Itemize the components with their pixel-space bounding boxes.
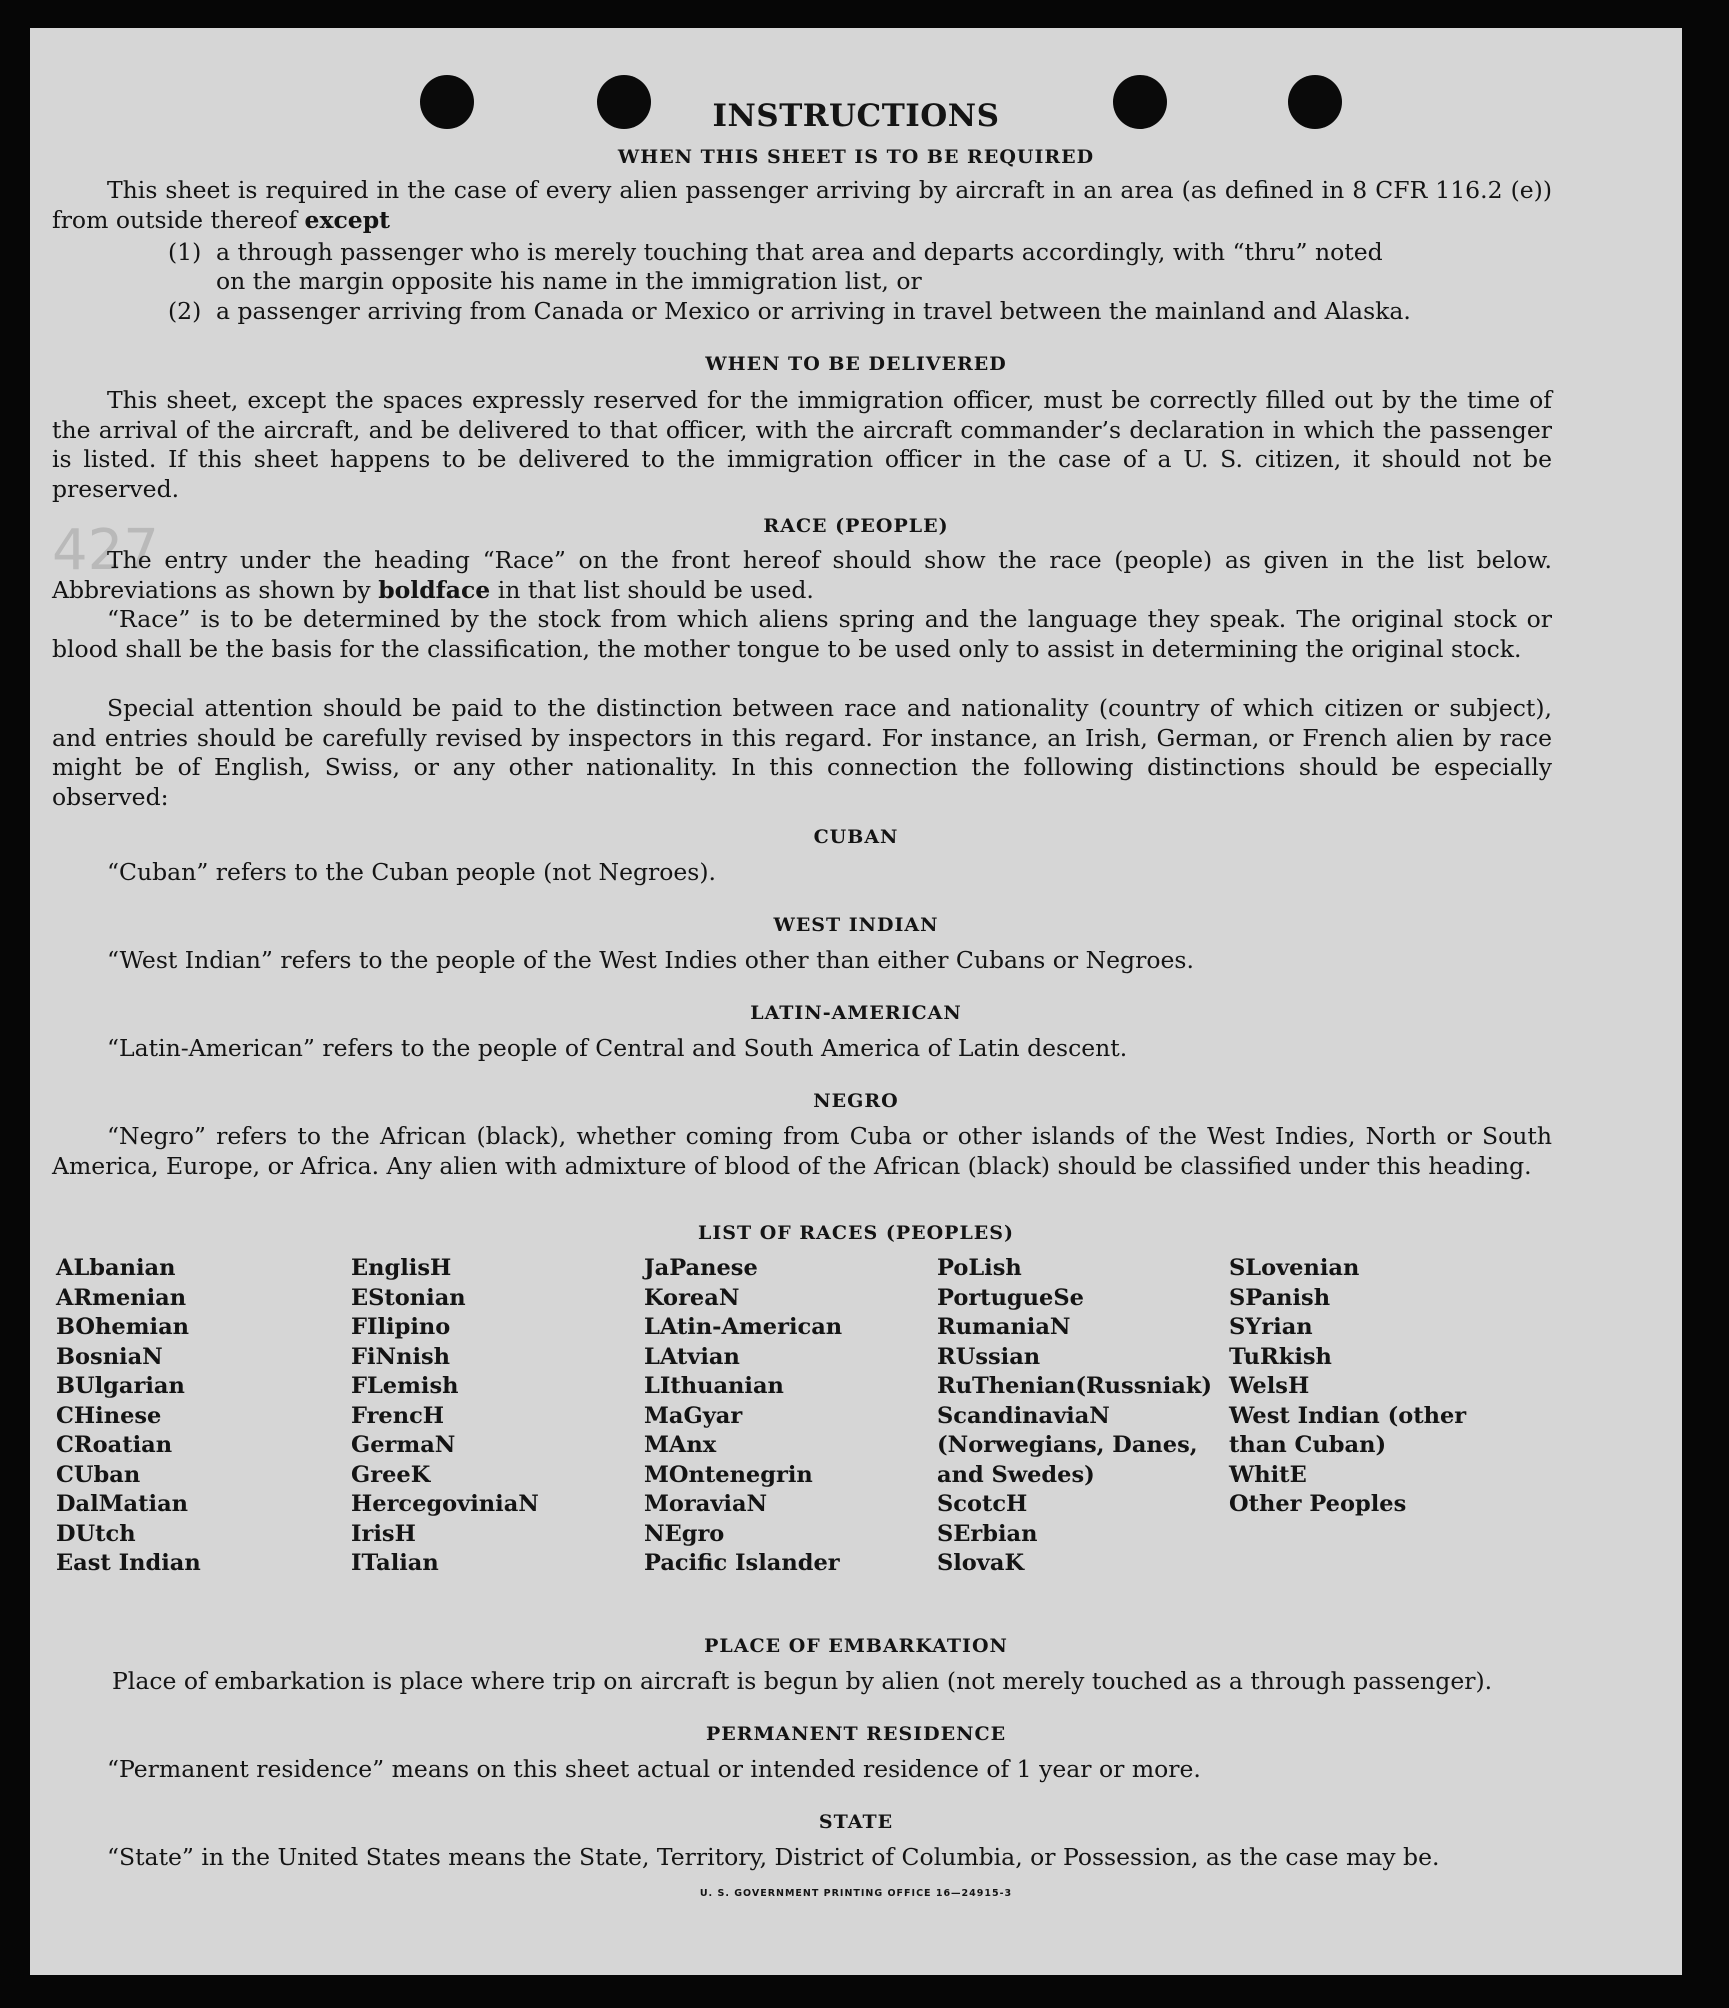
heading-latin-american: LATIN-AMERICAN: [750, 1002, 962, 1024]
para-cuban: “Cuban” refers to the Cuban people (not Negroes).: [107, 858, 717, 886]
para-when-required: This sheet is required in the case of every alien passenger arriving by aircraft in an area (as defined in 8 CFR 116.2 (e)) from outside thereof except: [52, 176, 1552, 234]
race-list-item: PoLish: [937, 1255, 1022, 1281]
race-list-item: FiNnish: [351, 1343, 451, 1370]
race-list-item: PortugueSe: [937, 1284, 1084, 1311]
heading-embarkation: PLACE OF EMBARKATION: [704, 1635, 1008, 1657]
page-title: INSTRUCTIONS: [712, 98, 1000, 134]
para-when-delivered: This sheet, except the spaces expressly reserved for the immigration officer, must be correctly filled out by the time of the arrival of the aircraft, and be delivered to that officer, with the aircraft commander’s declaration in which the passenger is listed. If this sheet happens to be delivered to the immigration officer in the case of a U. S. citizen, it should not be preserved.: [52, 386, 1552, 503]
race-list-item: Other Peoples: [1229, 1491, 1407, 1517]
heading-state: STATE: [818, 1811, 894, 1833]
race-list-item: RumaniaN: [937, 1314, 1071, 1340]
handwritten-stamp: 427: [52, 518, 159, 583]
race-list-item: FrencH: [351, 1402, 445, 1429]
race-list-col-3: [644, 1254, 924, 1579]
heading-race: RACE (PEOPLE): [763, 515, 949, 537]
race-list-item: IrisH: [351, 1520, 416, 1547]
race-list-item: BosniaN: [56, 1343, 163, 1370]
race-list-item: ALbanian: [56, 1255, 176, 1281]
para-latin-american: “Latin-American” refers to the people of Central and South America of Latin descent.: [107, 1034, 1128, 1062]
race-list-item: EStonian: [351, 1284, 466, 1311]
race-list-item: FLemish: [351, 1373, 459, 1399]
race-list-item: CHinese: [56, 1402, 162, 1429]
para-state: “State” in the United States means the State, Territory, District of Columbia, or Possession, as the case may be.: [107, 1843, 1440, 1871]
para-race-2: “Race” is to be determined by the stock from which aliens spring and the language they speak. The original stock or blood shall be the basis for the classification, the mother tongue to be used only to assist in determining the original stock.: [52, 605, 1552, 663]
race-list-item: HercegoviniaN: [351, 1491, 539, 1517]
race-list-item: BOhemian: [56, 1314, 190, 1340]
race-list-item: WhitE: [1229, 1461, 1307, 1488]
race-list-item: ScotcH: [937, 1491, 1028, 1517]
race-list-item: West Indian (other than Cuban): [1229, 1402, 1467, 1458]
document-page: [30, 28, 1682, 1975]
printer-footer: U. S. GOVERNMENT PRINTING OFFICE 16—24915-3: [699, 1888, 1013, 1899]
heading-when-delivered: WHEN TO BE DELIVERED: [705, 353, 1007, 375]
race-list-item: SPanish: [1229, 1284, 1331, 1311]
race-list-item: DUtch: [56, 1520, 136, 1547]
race-list-item: EnglisH: [351, 1255, 452, 1281]
race-list-item: East Indian: [56, 1550, 201, 1576]
race-list-item: WelsH: [1229, 1373, 1310, 1399]
race-list-item: GreeK: [351, 1461, 431, 1488]
race-list-item: TuRkish: [1229, 1343, 1332, 1370]
para-west-indian: “West Indian” refers to the people of the West Indies other than either Cubans or Negroes.: [107, 946, 1194, 974]
list-item-1: (1) a through passenger who is merely touching that area and departs accordingly, with “thru” noted on the margin opposite his name in the immigration list, or: [168, 238, 1383, 295]
race-list-col-4: [937, 1254, 1229, 1579]
para-residence: “Permanent residence” means on this sheet actual or intended residence of 1 year or more.: [107, 1755, 1201, 1783]
race-list-item: FIlipino: [351, 1314, 451, 1340]
heading-list-of-races: LIST OF RACES (PEOPLES): [698, 1222, 1014, 1244]
race-list-item: RUssian: [937, 1343, 1041, 1370]
heading-negro: NEGRO: [813, 1090, 899, 1112]
para-race-3: Special attention should be paid to the distinction between race and nationality (country of which citizen or subject), and entries should be carefully revised by inspectors in this regard. For instance, an Irish, German, or French alien by race might be of English, Swiss, or any other nationality. In this connection the following distinctions should be especially observed:: [52, 694, 1552, 811]
race-list-col-2: [351, 1254, 631, 1579]
heading-when-required: WHEN THIS SHEET IS TO BE REQUIRED: [617, 146, 1095, 168]
race-list-item: ITalian: [351, 1550, 439, 1576]
race-list-col-1: [56, 1254, 336, 1579]
race-list-item: RuThenian(Russniak): [937, 1373, 1213, 1399]
para-negro: “Negro” refers to the African (black), whether coming from Cuba or other islands of the West Indies, North or South America, Europe, or Africa. Any alien with admixture of blood of the African (black) should be classified under this heading.: [52, 1122, 1552, 1180]
race-list-item: LAtin-American: [644, 1314, 843, 1340]
race-list-item: MOntenegrin: [644, 1461, 813, 1488]
heading-cuban: CUBAN: [813, 826, 899, 848]
race-list-item: MoraviaN: [644, 1491, 768, 1517]
race-list-item: GermaN: [351, 1432, 456, 1458]
race-list-col-5: [1229, 1254, 1509, 1520]
race-list-item: LIthuanian: [644, 1373, 784, 1399]
race-list-item: LAtvian: [644, 1343, 740, 1370]
race-list-item: Pacific Islander: [644, 1550, 840, 1576]
race-list-item: SErbian: [937, 1520, 1038, 1547]
race-list-item: ScandinaviaN (Norwegians, Danes, and Swedes): [937, 1402, 1198, 1488]
para-embarkation: Place of embarkation is place where trip on aircraft is begun by alien (not merely touched as a through passenger).: [112, 1667, 1493, 1695]
heading-residence: PERMANENT RESIDENCE: [705, 1723, 1007, 1745]
race-list-item: MaGyar: [644, 1402, 743, 1429]
race-list-item: KoreaN: [644, 1284, 740, 1311]
race-list-item: SYrian: [1229, 1314, 1313, 1340]
race-list-item: CUban: [56, 1461, 141, 1488]
race-list-item: JaPanese: [644, 1255, 758, 1281]
para-race-1: The entry under the heading “Race” on the front hereof should show the race (people) as given in the list below. Abbreviations as shown by boldface in that list should be used.: [52, 546, 1552, 604]
race-list-item: CRoatian: [56, 1432, 173, 1458]
race-list-item: DalMatian: [56, 1491, 189, 1517]
race-list-item: MAnx: [644, 1432, 717, 1458]
list-item-2: (2) a passenger arriving from Canada or Mexico or arriving in travel between the mainland and Alaska.: [168, 297, 1411, 325]
race-list-item: NEgro: [644, 1520, 725, 1547]
race-list-item: ARmenian: [56, 1284, 187, 1311]
race-list-item: SLovenian: [1229, 1255, 1360, 1281]
race-list-item: SlovaK: [937, 1550, 1025, 1576]
race-list-item: BUlgarian: [56, 1373, 185, 1399]
heading-west-indian: WEST INDIAN: [773, 914, 939, 936]
